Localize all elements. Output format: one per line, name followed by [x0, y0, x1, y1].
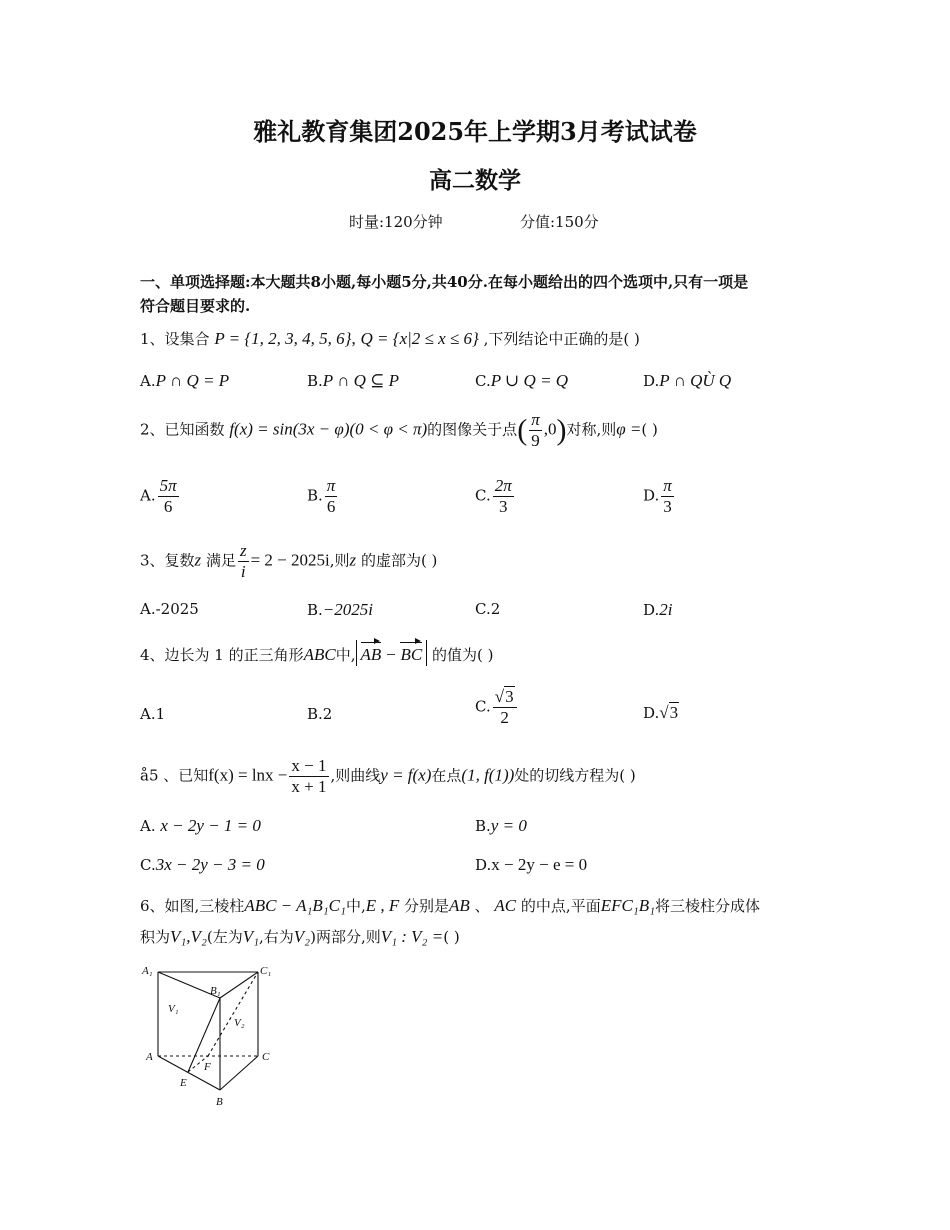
- q4-prefix: 4、边长为 1 的正三角形: [140, 646, 304, 664]
- q5-option-a[interactable]: [140, 816, 261, 836]
- edge-b1-c1: [220, 972, 258, 998]
- q2-option-a-frac: [158, 476, 179, 517]
- label-v2: V₂: [234, 1017, 245, 1029]
- q6-mid3: 的中点,平面: [520, 897, 601, 915]
- q5-function: f(x) = lnx −: [208, 765, 288, 785]
- q6-paren: ( ): [443, 928, 460, 946]
- q2-option-a[interactable]: [140, 476, 181, 517]
- q5-option-d[interactable]: [475, 855, 587, 875]
- q4-option-d-sqrt: √3: [659, 703, 679, 722]
- q2-option-a-label: A.: [140, 486, 156, 505]
- q2-option-d-frac: [661, 476, 674, 517]
- prism-figure: [138, 960, 278, 1110]
- q5-option-c-label: C.: [140, 856, 156, 874]
- q6-line2-mid: (左为: [206, 928, 243, 946]
- exam-subject: 高二数学: [429, 167, 521, 194]
- q1-option-d-label: D.: [643, 372, 660, 390]
- q3-mid2: ,则: [329, 551, 350, 570]
- q2-option-a-den: 6: [163, 497, 173, 516]
- question-2: [140, 410, 658, 451]
- q2-option-b-frac: [325, 476, 338, 517]
- q3-option-d[interactable]: [643, 600, 673, 620]
- q1-option-d-text: P ∩ QÙ Q: [659, 371, 732, 390]
- exam-score: 分值:150分: [520, 213, 599, 231]
- q4-vector-ab: AB: [361, 640, 382, 666]
- q2-option-b-label: B.: [307, 486, 323, 505]
- q1-option-a[interactable]: [140, 371, 229, 391]
- question-1: 1、设集合 P = {1, 2, 3, 4, 5, 6}, Q = {x|2 ≤ x ≤ 6} ,下列结论中正确的是( ): [140, 329, 640, 348]
- q4-abc: ABC: [303, 645, 336, 664]
- q5-option-d-label: D.: [475, 856, 492, 874]
- q5-frac-num: x − 1: [291, 756, 327, 775]
- q5-option-b-text: y = 0: [490, 816, 527, 835]
- question-3: [140, 541, 437, 582]
- q5-mid: ,则曲线: [330, 766, 381, 785]
- q2-option-d-den: 3: [663, 497, 672, 516]
- q3-option-b-label: B.: [307, 601, 323, 619]
- label-a: A: [146, 1051, 153, 1063]
- q3-option-a-label: A.-2025: [140, 600, 199, 618]
- q1-text: ,下列结论中正确的是( ): [483, 330, 640, 348]
- q3-frac-den: i: [240, 562, 246, 581]
- q4-option-d-label: D.: [643, 704, 660, 722]
- q4-option-c-num: √3: [493, 687, 517, 708]
- q2-function: f(x) = sin(3x − φ)(0 < φ < π): [229, 419, 428, 439]
- q6-ac: AC: [494, 896, 517, 915]
- q1-set-q: Q = {x|2 ≤ x ≤ 6}: [360, 329, 479, 348]
- q2-option-d[interactable]: [643, 476, 676, 517]
- q6-ratio: V₁ : V₂ =: [380, 927, 444, 946]
- q3-option-b-text: −2025i: [322, 600, 373, 619]
- q4-option-a[interactable]: [140, 705, 165, 723]
- q2-option-d-num: π: [663, 476, 672, 495]
- q3-option-a[interactable]: [140, 600, 199, 618]
- q5-suffix: 处的切线方程为( ): [514, 766, 636, 785]
- q4-minus: −: [386, 645, 396, 664]
- q2-paren-right: ): [556, 413, 567, 447]
- q3-frac-num: z: [239, 541, 247, 560]
- q2-option-b-den: 6: [326, 497, 336, 516]
- q6-v2: V₂: [293, 927, 311, 946]
- q2-suffix: 对称,则: [566, 420, 617, 439]
- q2-paren-left: (: [517, 413, 528, 447]
- label-b1: B₁: [210, 985, 221, 997]
- q1-option-a-label: A.: [140, 372, 156, 390]
- q2-paren: ( ): [641, 420, 658, 439]
- q3-option-d-label: D.: [643, 601, 660, 619]
- section-heading-line1: 一、单项选择题:本大题共8小题,每小题5分,共40分.在每小题给出的四个选项中,只有一项是: [140, 273, 749, 291]
- q4-option-a-label: A.1: [140, 705, 166, 723]
- q3-z: z: [194, 550, 202, 570]
- q3-equation: = 2 − 2025i: [250, 550, 330, 570]
- q2-point-rest: ,0: [543, 419, 557, 439]
- q4-suffix: 的值为( ): [431, 646, 494, 664]
- q4-mid: 中,: [335, 646, 356, 664]
- q2-point-frac: [529, 410, 542, 451]
- q6-line2-prefix: 积为: [140, 928, 171, 946]
- q1-option-b-text: P ∩ Q ⊆ P: [322, 371, 400, 390]
- q4-abs: [356, 640, 428, 666]
- q2-option-c-den: 3: [498, 497, 508, 516]
- q6-ef: E , F: [365, 896, 400, 915]
- q1-option-d[interactable]: [643, 371, 731, 391]
- q6-v12: V₁,V₂: [170, 927, 207, 946]
- q5-option-d-text: x − 2y − e = 0: [491, 855, 588, 874]
- q2-prefix: 2、已知函数: [140, 420, 225, 439]
- section-heading-line2: 符合题目要求的.: [140, 297, 251, 315]
- q2-option-b[interactable]: [307, 476, 339, 517]
- question-6-line1: [140, 895, 760, 916]
- question-6-line2: [140, 926, 460, 947]
- q5-option-a-label: A.: [140, 817, 156, 835]
- q5-frac: [289, 756, 328, 797]
- q2-point-num: π: [531, 410, 540, 429]
- q4-option-c-label: C.: [475, 697, 491, 716]
- q6-suffix: 将三棱柱分成体: [655, 897, 761, 915]
- label-a1: A₁: [142, 965, 153, 977]
- q2-option-c-frac: [493, 476, 514, 517]
- q3-z2: z: [349, 550, 357, 570]
- q4-option-c-frac: [493, 687, 517, 728]
- q6-line2-mid3: )两部分,则: [310, 928, 381, 946]
- q6-ab: AB: [449, 896, 470, 915]
- q1-option-c-text: P ∪ Q = Q: [490, 371, 569, 390]
- q4-vector-bc: BC: [400, 640, 422, 666]
- q5-option-c-text: 3x − 2y − 3 = 0: [155, 855, 265, 874]
- q5-curve: y = f(x): [380, 765, 432, 785]
- q6-prism: ABC − A₁B₁C₁: [244, 896, 346, 915]
- q5-prefix: å5 、已知: [140, 766, 209, 785]
- q4-option-b-label: B.2: [307, 705, 333, 723]
- q4-option-c-radicand: 3: [505, 687, 514, 706]
- q1-option-b-label: B.: [307, 372, 323, 390]
- q3-option-c[interactable]: [475, 600, 500, 618]
- q2-point-den: 9: [531, 431, 540, 450]
- q5-option-a-text: x − 2y − 1 = 0: [160, 816, 261, 835]
- q5-option-b[interactable]: [475, 816, 527, 836]
- q4-option-d-radicand: 3: [669, 703, 679, 722]
- q4-option-d[interactable]: [643, 703, 679, 723]
- q5-mid2: 在点: [431, 766, 462, 785]
- q6-mid2: 分别是: [404, 897, 450, 915]
- q6-sep: 、: [474, 897, 490, 915]
- q4-option-b[interactable]: [307, 705, 332, 723]
- q2-option-b-num: π: [326, 476, 336, 495]
- q3-option-c-label: C.2: [475, 600, 501, 618]
- q6-prefix: 6、如图,三棱柱: [140, 897, 245, 915]
- label-c1: C₁: [260, 965, 272, 977]
- q6-mid: 中,: [345, 897, 366, 915]
- q1-option-c[interactable]: [475, 371, 568, 391]
- label-f: F: [204, 1061, 211, 1073]
- q3-frac: [238, 541, 249, 582]
- question-4: [140, 640, 493, 666]
- label-v1: V₁: [168, 1003, 179, 1015]
- q3-suffix: 的虚部为( ): [360, 551, 438, 570]
- q3-prefix: 3、复数: [140, 551, 195, 570]
- edge-b-c: [220, 1056, 258, 1090]
- q4-option-c[interactable]: [475, 687, 519, 728]
- q5-frac-den: x + 1: [291, 777, 327, 796]
- q4-option-c-den: 2: [500, 708, 509, 727]
- q2-mid: 的图像关于点: [427, 420, 518, 439]
- q1-option-a-text: P ∩ Q = P: [155, 371, 230, 390]
- q5-option-c[interactable]: [140, 855, 265, 875]
- section-heading: [140, 270, 820, 318]
- q2-phi: φ =: [616, 419, 642, 439]
- exam-title: 雅礼教育集团2025年上学期3月考试试卷: [253, 117, 697, 146]
- q1-option-c-label: C.: [475, 372, 491, 390]
- label-c: C: [262, 1051, 270, 1063]
- q2-option-c-num: 2π: [494, 476, 512, 495]
- q6-v1: V₁: [242, 927, 260, 946]
- q2-option-d-label: D.: [643, 486, 660, 505]
- label-b: B: [216, 1096, 223, 1108]
- q3-option-d-text: 2i: [659, 600, 673, 619]
- q2-option-c-label: C.: [475, 486, 491, 505]
- q3-option-b[interactable]: [307, 600, 373, 620]
- exam-time: 时量:120分钟: [349, 213, 443, 231]
- q5-point: (1, f(1)): [461, 765, 515, 785]
- q5-option-b-label: B.: [475, 817, 491, 835]
- q2-option-a-num: 5π: [159, 476, 177, 495]
- q3-mid1: 满足: [205, 551, 236, 570]
- q1-option-b[interactable]: [307, 371, 399, 391]
- q2-option-c[interactable]: [475, 476, 516, 517]
- label-e: E: [180, 1077, 187, 1089]
- q1-set-p: P = {1, 2, 3, 4, 5, 6}: [214, 329, 352, 348]
- q1-prefix: 1、设集合: [140, 330, 210, 348]
- q6-plane: EFC₁B₁: [600, 896, 656, 915]
- question-5: [140, 756, 636, 797]
- q6-line2-mid2: ,右为: [259, 928, 294, 946]
